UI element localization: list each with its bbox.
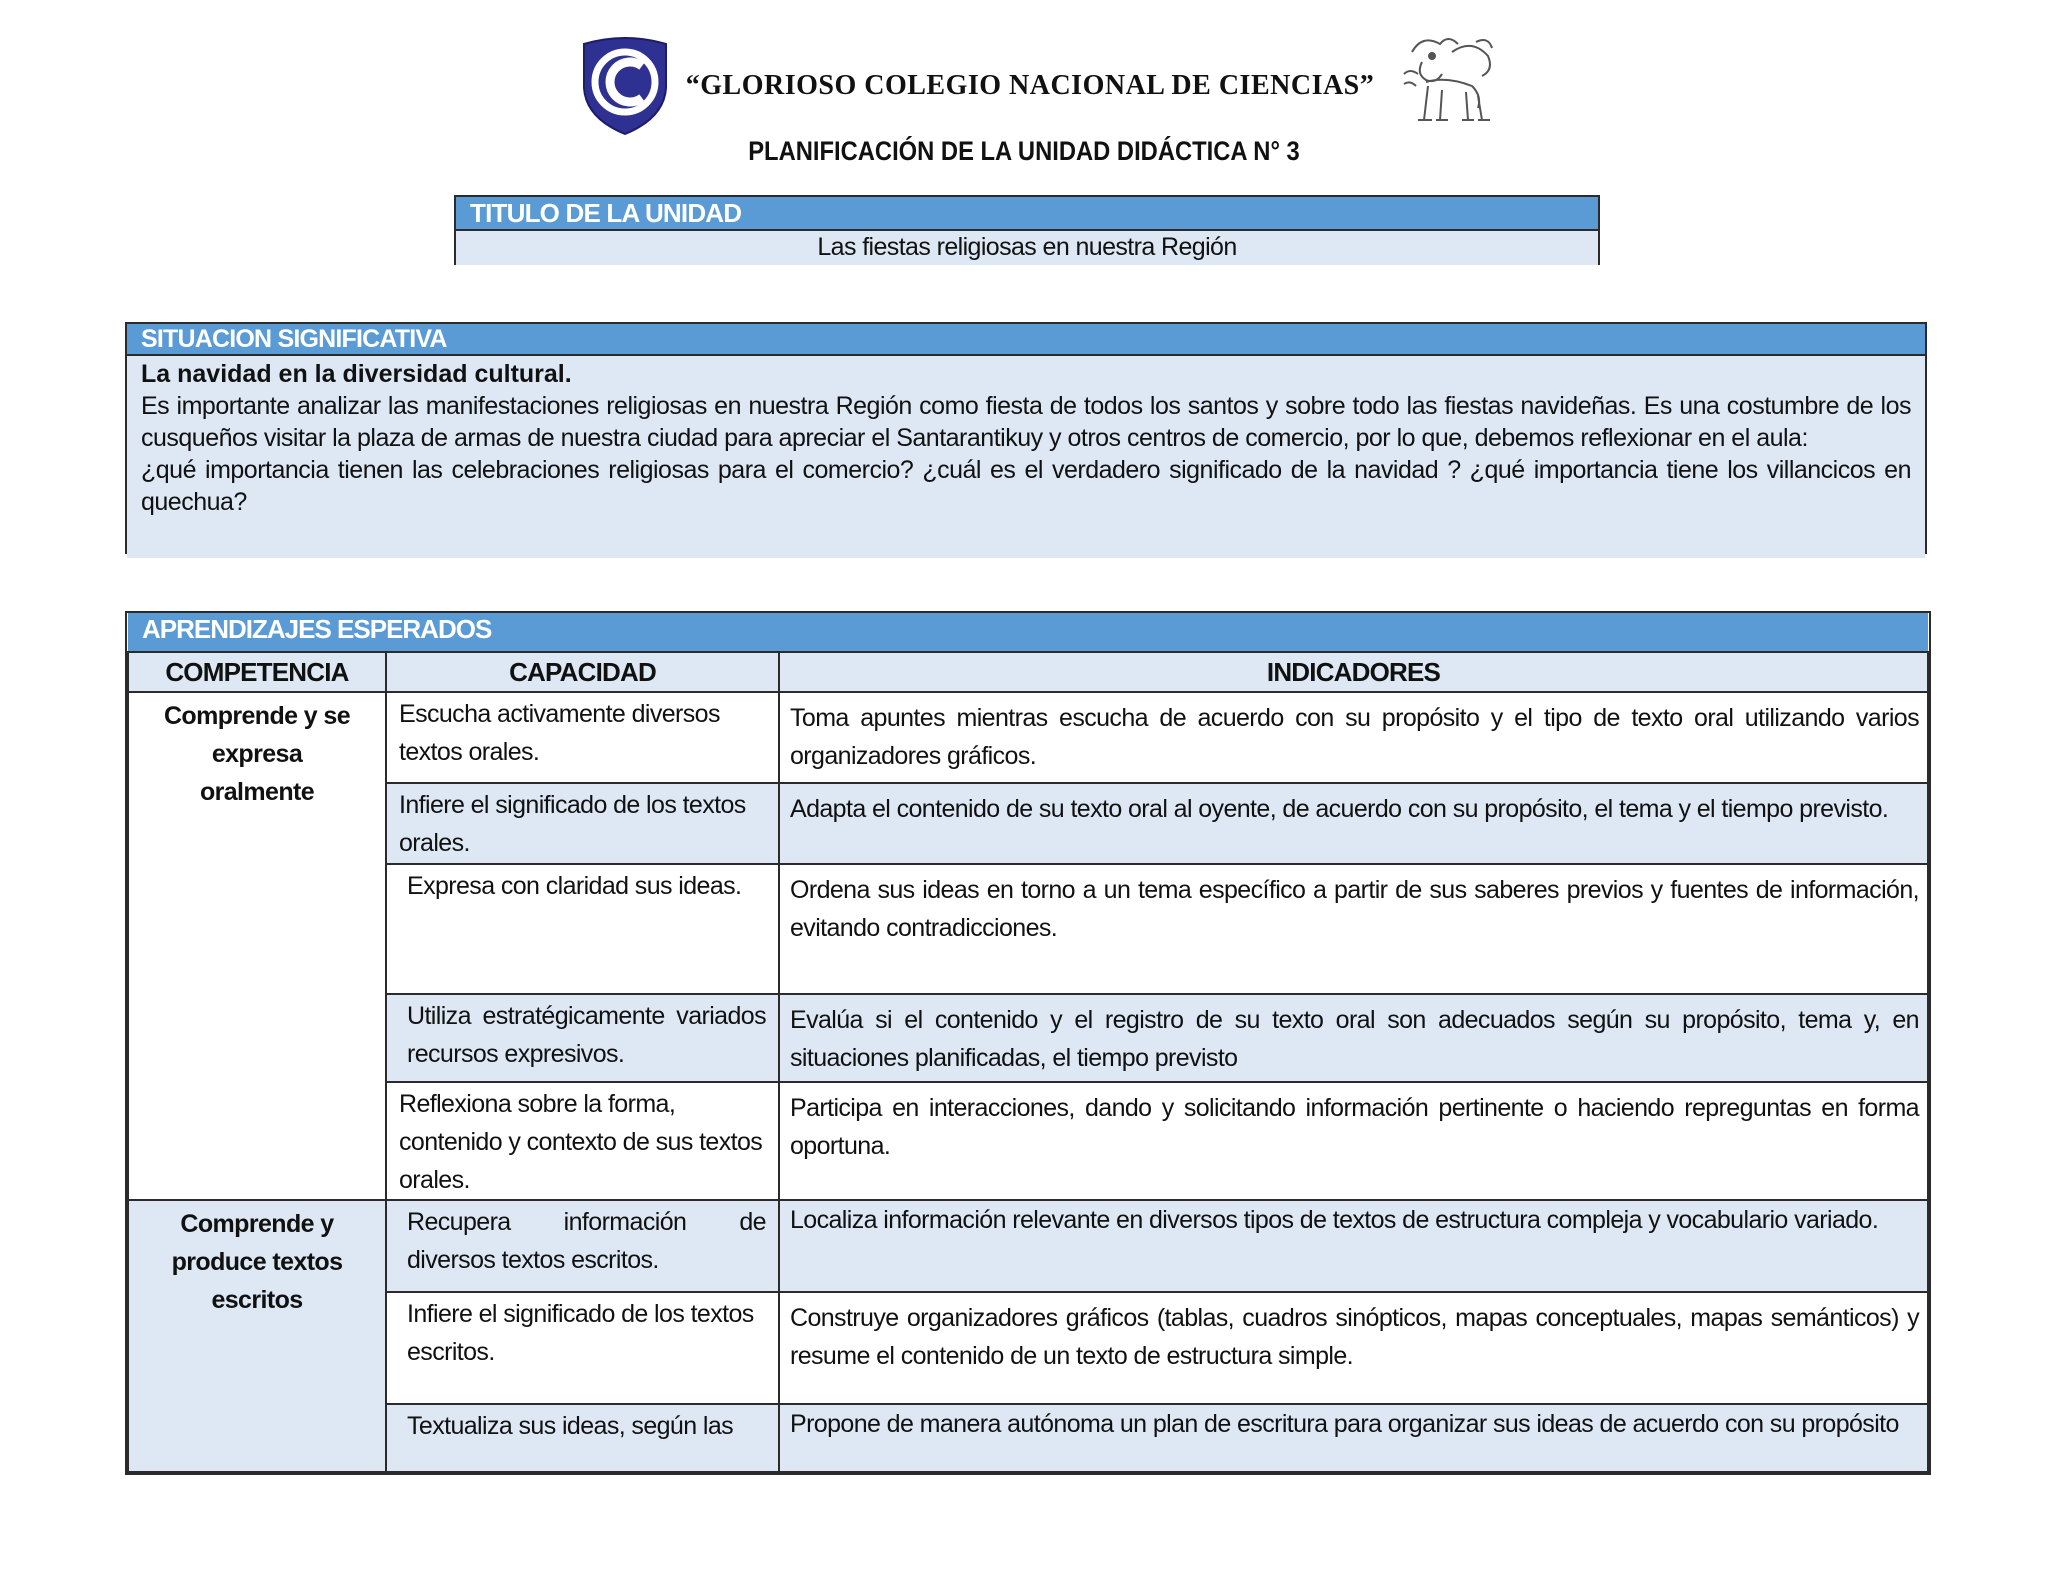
doc-title: PLANIFICACIÓN DE LA UNIDAD DIDÁCTICA N° 3 [748,136,1300,166]
aprendizajes-label: APRENDIZAJES ESPERADOS [128,613,1928,652]
situacion-significativa-box [125,322,1927,554]
table-row [128,1404,1928,1472]
situacion-body [127,356,1925,558]
competencia-cell: Comprende y se expresa oralmente [128,692,386,1200]
capacidad-cell: Utiliza estratégicamente variados recursos expresivos. [386,994,779,1082]
competencia-cell: Comprende y produce textos escritos [128,1200,386,1472]
school-name: “GLORIOSO COLEGIO NACIONAL DE CIENCIAS” [685,70,1375,101]
col-header-indicadores: INDICADORES [779,652,1928,692]
col-header-capacidad: CAPACIDAD [386,652,779,692]
titulo-unidad-label: TITULO DE LA UNIDAD [456,197,1598,231]
capacidad-cell: Infiere el significado de los textos orales. [386,783,779,864]
table-row [128,994,1928,1082]
indicador-cell: Participa en interacciones, dando y solicitando información pertinente o haciendo repreguntas en forma oportuna. [779,1082,1928,1200]
indicador-cell: Construye organizadores gráficos (tablas, cuadros sinópticos, mapas conceptuales, mapas semánticos) y resume el contenido de un texto de estructura simple. [779,1292,1928,1404]
table-row [128,783,1928,864]
mascot-sketch-icon [1392,22,1502,132]
situacion-subtitle: La navidad en la diversidad cultural. [141,360,572,388]
indicador-cell: Ordena sus ideas en torno a un tema específico a partir de sus saberes previos y fuentes de información, evitando contradicciones. [779,864,1928,994]
situacion-questions: ¿qué importancia tienen las celebraciones religiosas para el comercio? ¿cuál es el verdadero significado de la navidad ? ¿qué importancia tiene los villancicos en quechua? [141,456,1911,516]
indicador-cell: Evalúa si el contenido y el registro de su texto oral son adecuados según su propósito, tema y, en situaciones planificadas, el tiempo previsto [779,994,1928,1082]
titulo-unidad-box [454,195,1600,265]
indicador-cell: Adapta el contenido de su texto oral al oyente, de acuerdo con su propósito, el tema y el tiempo previsto. [779,783,1928,864]
indicador-cell: Propone de manera autónoma un plan de escritura para organizar sus ideas de acuerdo con su propósito [779,1404,1928,1472]
situacion-label: SITUACION SIGNIFICATIVA [127,324,1925,356]
aprendizajes-esperados-table [125,611,1931,1475]
capacidad-cell: Recupera información de diversos textos escritos. [386,1200,779,1292]
indicador-cell: Toma apuntes mientras escucha de acuerdo con su propósito y el tipo de texto oral utilizando varios organizadores gráficos. [779,692,1928,783]
situacion-paragraph: Es importante analizar las manifestaciones religiosas en nuestra Región como fiesta de todos los santos y sobre todo las fiestas navideñas. Es una costumbre de los cusqueños visitar la plaza de armas de nuestra ciudad para apreciar el Santarantikuy y otros centros de comercio, por lo que, debemos reflexionar en el aula: [141,392,1911,452]
table-row [128,1200,1928,1292]
capacidad-cell: Infiere el significado de los textos escritos. [386,1292,779,1404]
table-row [128,1082,1928,1200]
table-row [128,1292,1928,1404]
capacidad-cell: Reflexiona sobre la forma, contenido y contexto de sus textos orales. [386,1082,779,1200]
indicador-cell: Localiza información relevante en diversos tipos de textos de estructura compleja y vocabulario variado. [779,1200,1928,1292]
titulo-unidad-value: Las fiestas religiosas en nuestra Región [456,231,1598,265]
col-header-competencia: COMPETENCIA [128,652,386,692]
capacidad-cell: Textualiza sus ideas, según las [386,1404,779,1472]
table-row [128,864,1928,994]
capacidad-cell: Expresa con claridad sus ideas. [386,864,779,994]
capacidad-cell: Escucha activamente diversos textos orales. [386,692,779,783]
table-row [128,692,1928,783]
